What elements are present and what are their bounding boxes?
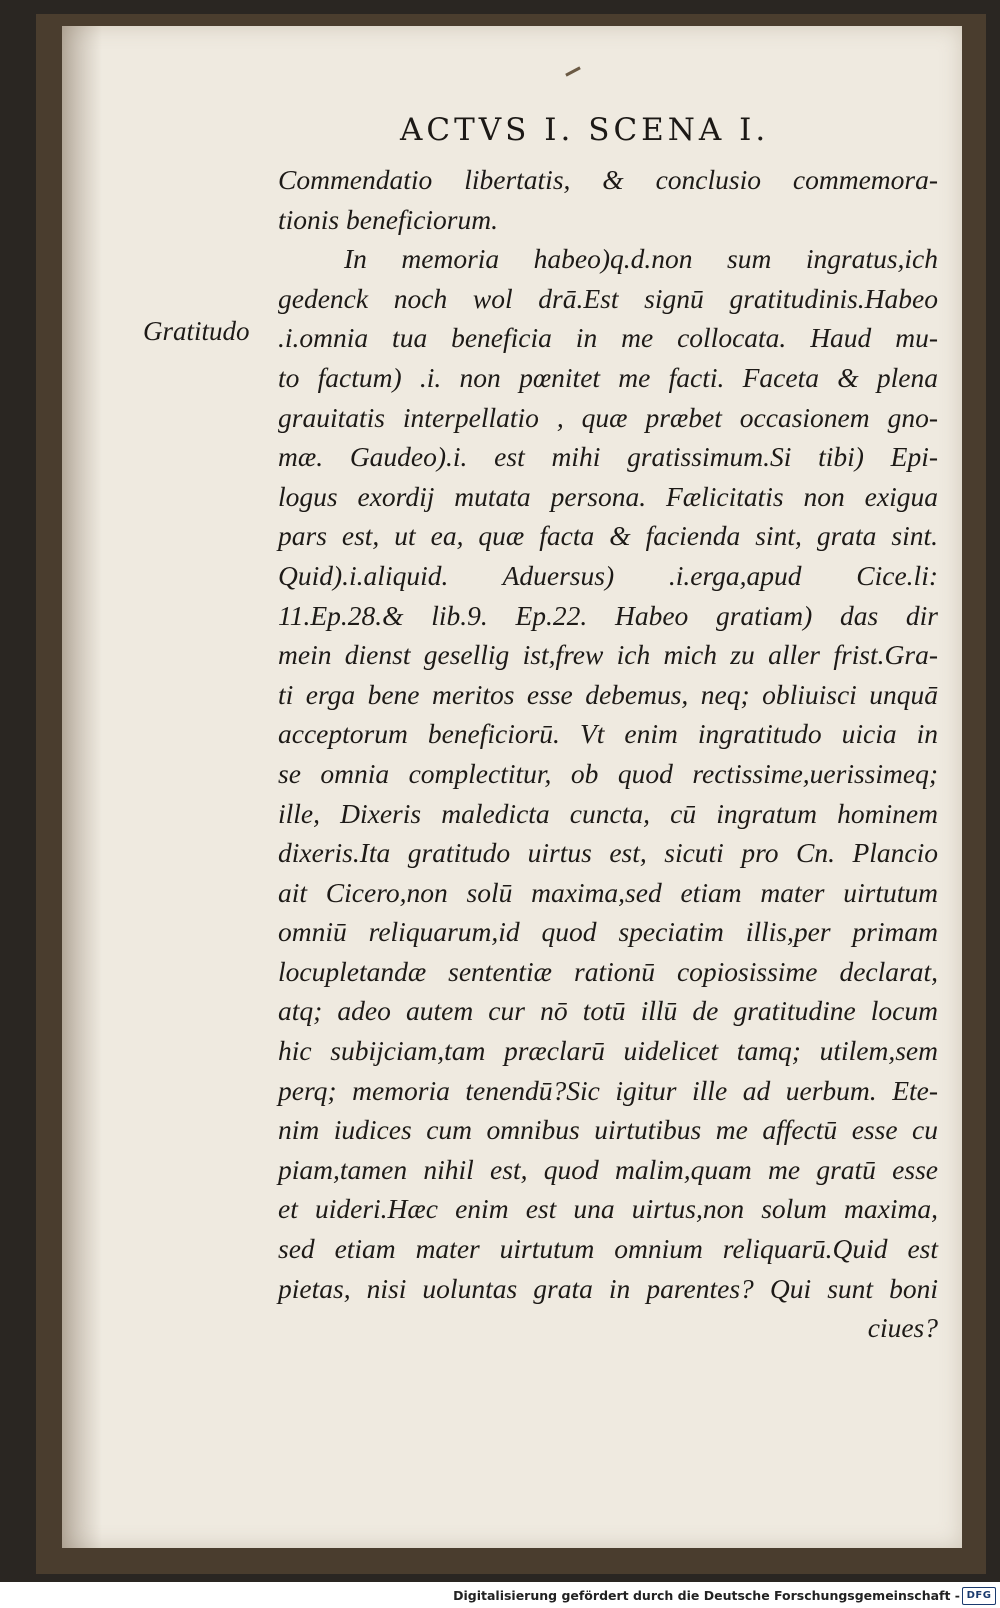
text-line: et uideri.Hæc enim est una uirtus,non solum maxima, (278, 1193, 938, 1225)
text-line: hic subijciam,tam præclarū uidelicet tamq; utilem,sem (278, 1035, 938, 1067)
text-line: ti erga bene meritos esse debemus, neq; obliuisci unquā (278, 678, 938, 710)
running-head: ACTVS I. SCENA I. (400, 112, 770, 148)
text-line: acceptorum beneficiorū. Vt enim ingratitudo uicia in (278, 718, 938, 750)
text-line: perq; memoria tenendū?Sic igitur ille ad uerbum. Ete- (278, 1074, 938, 1106)
catchword: ciues? (867, 1312, 938, 1344)
spine-shadow (62, 26, 102, 1548)
text-line: gedenck noch wol drā.Est signū gratitudinis.Habeo (278, 282, 938, 314)
margin-note: Gratitudo (143, 316, 250, 346)
text-line: nim iudices cum omnibus uirtutibus me affectū esse cu (278, 1114, 938, 1146)
text-block (278, 160, 938, 1348)
text-line: logus exordij mutata persona. Fælicitatis non exigua (278, 480, 938, 512)
text-line: ait Cicero,non solū maxima,sed etiam mater uirtutum (278, 876, 938, 908)
text-line: 11.Ep.28.& lib.9. Ep.22. Habeo gratiam) das dir (278, 599, 938, 631)
text-line: dixeris.Ita gratitudo uirtus est, sicuti pro Cn. Plancio (278, 837, 938, 869)
text-line: se omnia complectitur, ob quod rectissime,uerissimeq; (278, 757, 938, 789)
text-line: piam,tamen nihil est, quod malim,quam me gratū esse (278, 1153, 938, 1185)
text-line: sed etiam mater uirtutum omnium reliquarū.Quid est (278, 1233, 938, 1265)
text-line: mein dienst gesellig ist,frew ich mich zu aller frist.Gra- (278, 639, 938, 671)
text-line: omniū reliquarum,id quod speciatim illis,per primam (278, 916, 938, 948)
text-line: ille, Dixeris maledicta cuncta, cū ingratum hominem (278, 797, 938, 829)
dfg-logo: DFG (962, 1587, 996, 1605)
text-line: pars est, ut ea, quæ facta & facienda sint, grata sint. (278, 520, 938, 552)
text-line: grauitatis interpellatio , quæ præbet occasionem gno- (278, 401, 938, 433)
text-line: locupletandæ sententiæ rationū copiosissime declarat, (278, 955, 938, 987)
footer-credit: Digitalisierung gefördert durch die Deutsche Forschungsgemeinschaft - (453, 1588, 960, 1603)
text-line: Commendatio libertatis, & conclusio commemora- (278, 164, 938, 195)
text-line: to factum) .i. non pœnitet me facti. Faceta & plena (278, 361, 938, 393)
text-line: tionis beneficiorum. (278, 203, 498, 235)
text-line: Quid).i.aliquid. Aduersus) .i.erga,apud Cice.li: (278, 559, 938, 591)
text-line: atq; adeo autem cur nō totū illū de gratitudine locum (278, 995, 938, 1027)
text-line: mæ. Gaudeo).i. est mihi gratissimum.Si tibi) Epi- (278, 441, 938, 473)
text-line: .i.omnia tua beneficia in me collocata. Haud mu- (278, 322, 938, 354)
text-line: pietas, nisi uoluntas grata in parentes? Qui sunt boni (278, 1272, 938, 1304)
text-line: In memoria habeo)q.d.non sum ingratus,ich (344, 243, 938, 275)
